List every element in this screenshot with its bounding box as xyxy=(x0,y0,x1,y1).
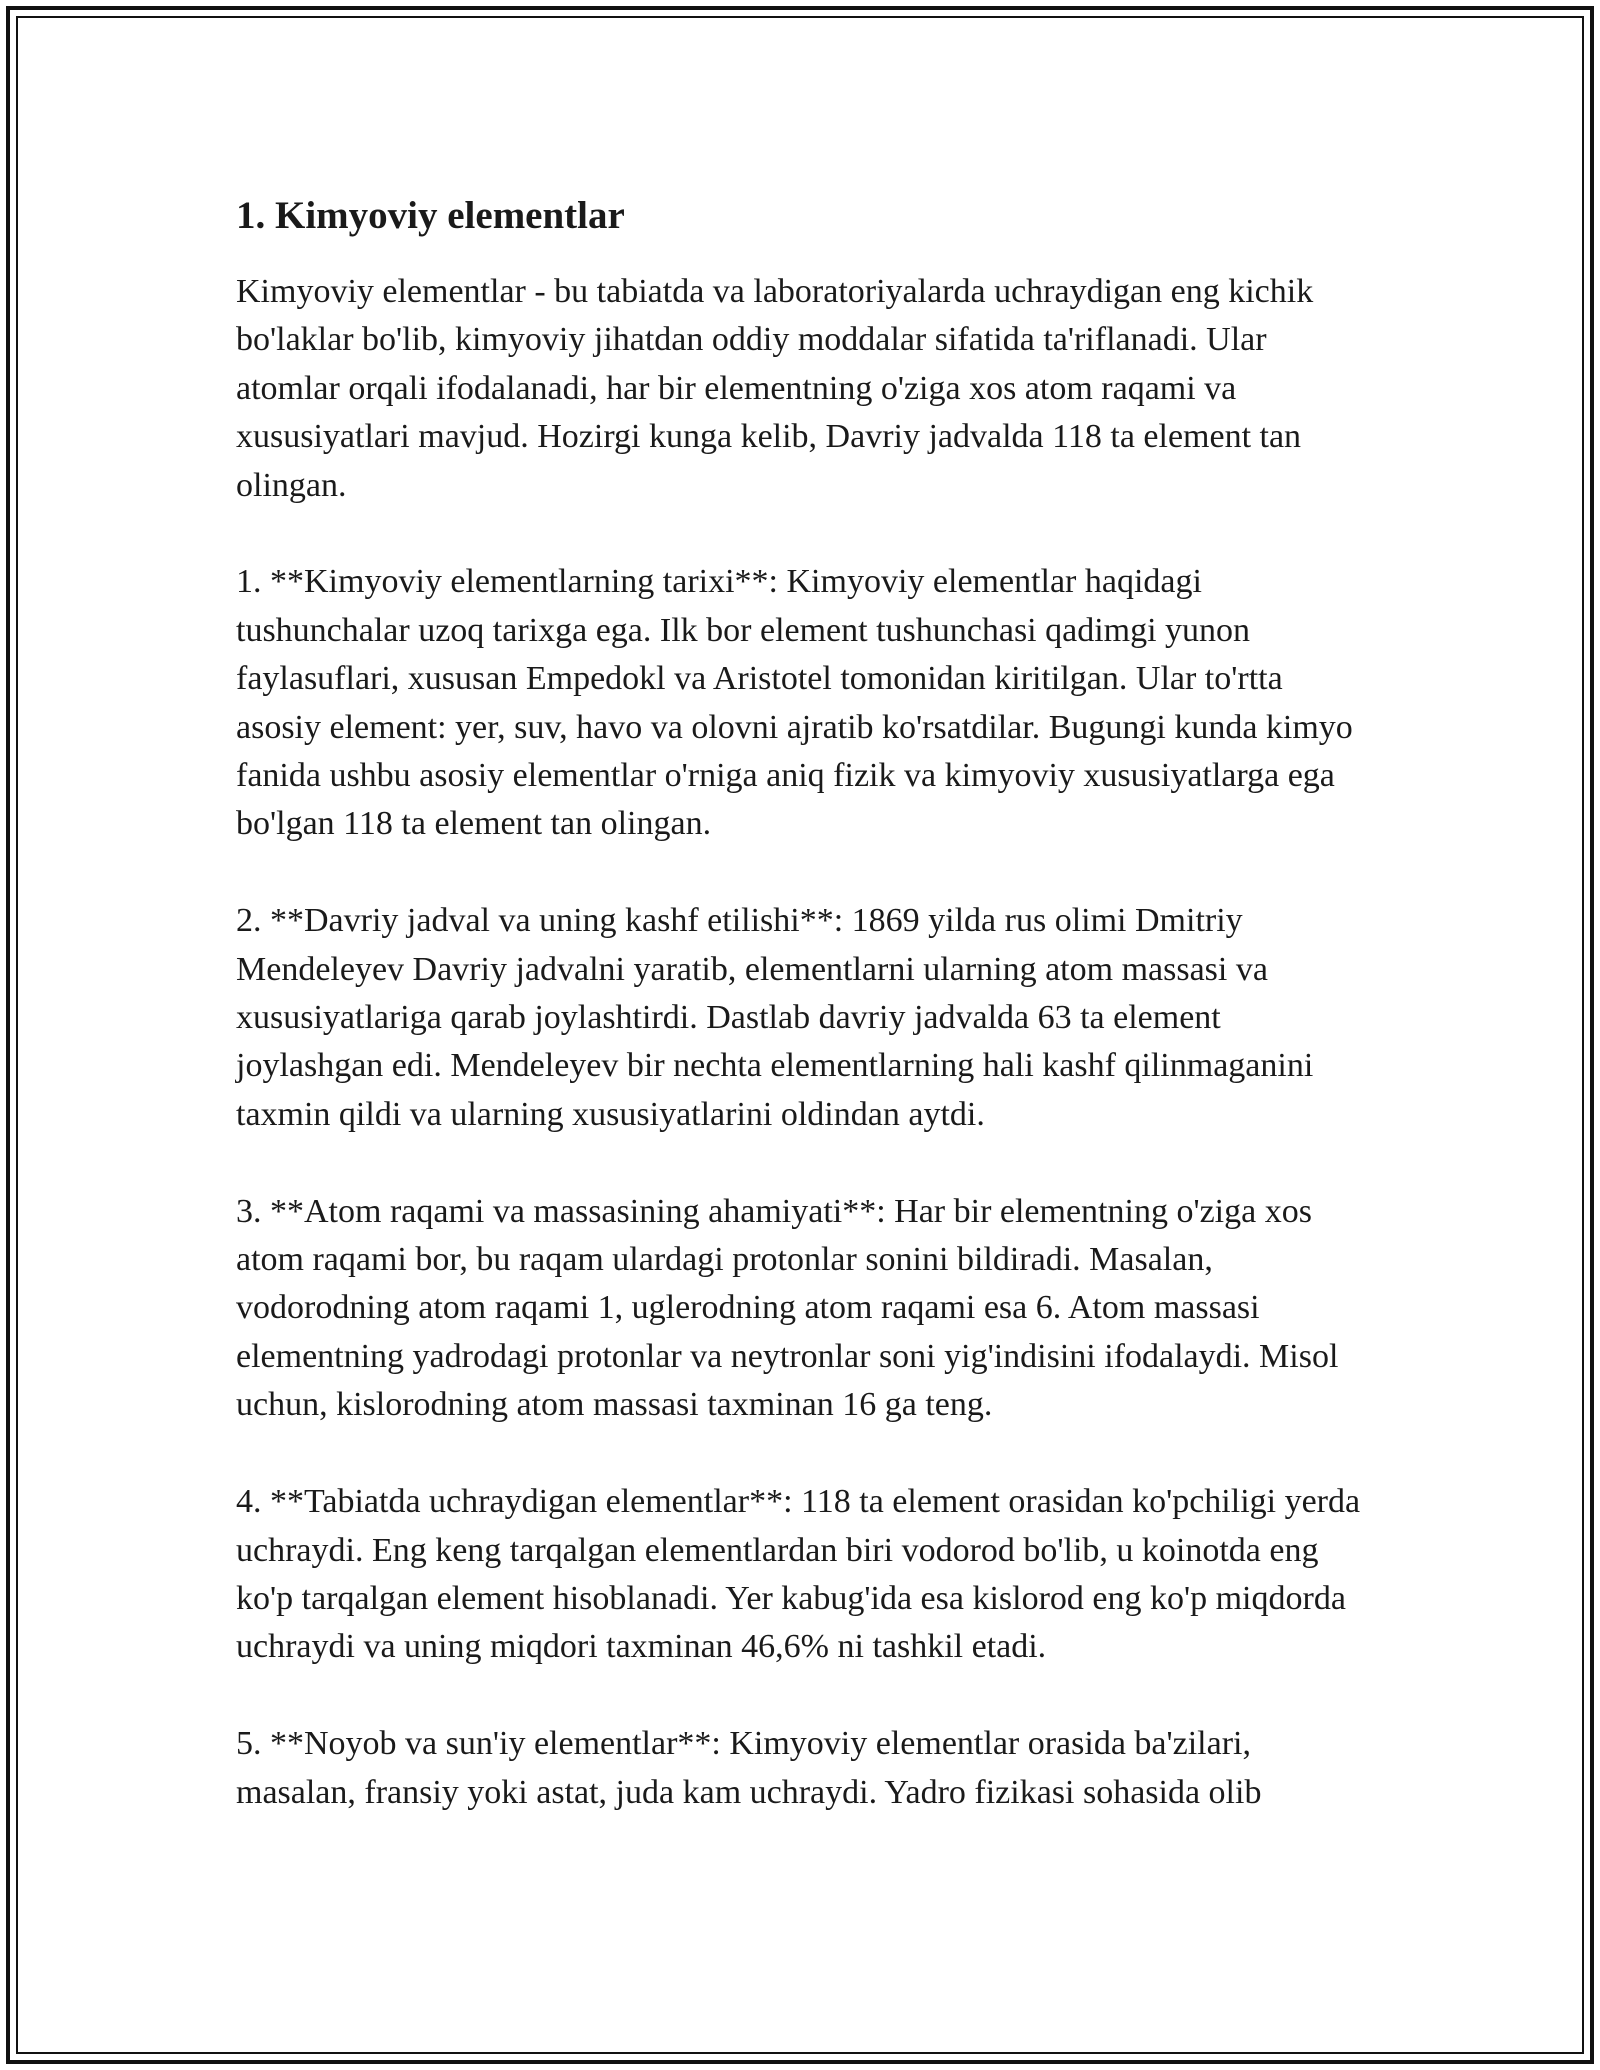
document-body xyxy=(236,188,1376,1865)
history-paragraph: 1. **Kimyoviy elementlarning tarixi**: Kimyoviy elementlar haqidagi tushunchalar uzoq tarixga ega. Ilk bor element tushunchasi qadimgi yunon faylasuflari, xususan Empedokl va Aristotel tomonidan kiritilgan. Ular to'rtta asosiy element: yer, suv, havo va olovni ajratib ko'rsatdilar. Bugungi kunda kimyo fanida ushbu asosiy elementlar o'rniga aniq fizik va kimyoviy xususiyatlarga ega bo'lgan 118 ta element tan olingan. xyxy=(236,563,1353,843)
intro-paragraph: Kimyoviy elementlar - bu tabiatda va laboratoriyalarda uchraydigan eng kichik bo'laklar bo'lib, kimyoviy jihatdan oddiy moddalar sifatida ta'riflanadi. Ular atomlar orqali ifodalanadi, har bir elementning o'ziga xos atom raqami va xususiyatlari mavjud. Hozirgi kunga kelib, Davriy jadvalda 118 ta element tan olingan. xyxy=(236,273,1314,504)
rare-elements-paragraph: 5. **Noyob va sun'iy elementlar**: Kimyoviy elementlar orasida ba'zilari, masalan, fransiy yoki astat, juda kam uchraydi. Yadro fizikasi sohasida olib xyxy=(236,1725,1262,1811)
natural-elements-paragraph: 4. **Tabiatda uchraydigan elementlar**: 118 ta element orasidan ko'pchiligi yerda uchraydi. Eng keng tarqalgan elementlardan biri vodorod bo'lib, u koinotda eng ko'p tarqalgan element hisoblanadi. Yer kabug'ida esa kislorod eng ko'p miqdorda uchraydi va uning miqdori taxminan 46,6% ni tashkil etadi. xyxy=(236,1483,1361,1666)
atomic-number-paragraph: 3. **Atom raqami va massasining ahamiyati**: Har bir elementning o'ziga xos atom raqami bor, bu raqam ulardagi protonlar sonini bildiradi. Masalan, vodorodning atom raqami 1, uglerodning atom raqami esa 6. Atom massasi elementning yadrodagi protonlar va neytronlar soni yig'indisini ifodalaydi. Misol uchun, kislorodning atom massasi taxminan 16 ga teng. xyxy=(236,1192,1339,1424)
section-heading: 1. Kimyoviy elementlar xyxy=(236,194,625,237)
periodic-table-paragraph: 2. **Davriy jadval va uning kashf etilishi**: 1869 yilda rus olimi Dmitriy Mendeleyev Davriy jadvalni yaratib, elementlarni ularning atom massasi va xususiyatlariga qarab joylashtirdi. Dastlab davriy jadvalda 63 ta element joylashgan edi. Mendeleyev bir nechta elementlarning hali kashf qilinmaganini taxmin qildi va ularning xususiyatlarini oldindan aytdi. xyxy=(236,902,1314,1133)
